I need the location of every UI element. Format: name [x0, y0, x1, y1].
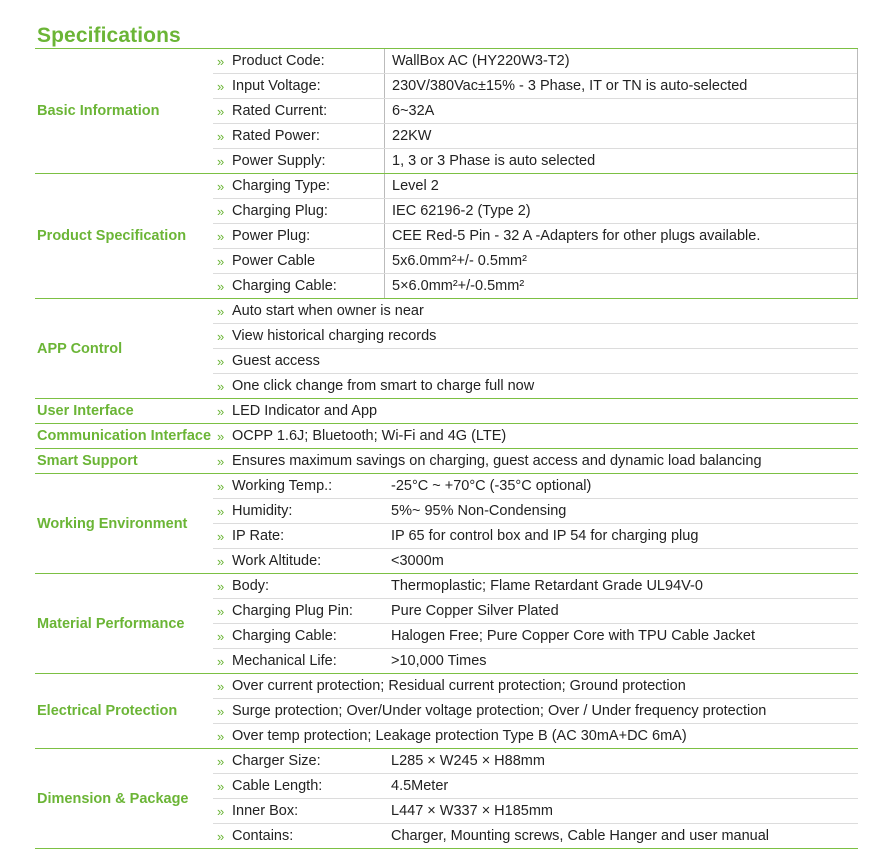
bullet-icon: » [217, 328, 225, 344]
spec-row [213, 299, 858, 324]
section-label: Electrical Protection [37, 703, 178, 719]
section-label: APP Control [37, 340, 123, 357]
spec-text: Over temp protection; Leakage protection Type B (AC 30mA+DC 6mA) [232, 728, 687, 744]
bullet-icon: » [217, 578, 225, 594]
spec-key: IP Rate: [232, 528, 285, 544]
spec-section [35, 49, 858, 174]
spec-key: Charging Type: [232, 178, 331, 194]
spec-value: WallBox AC (HY220W3-T2) [384, 49, 857, 73]
spec-key: Inner Box: [232, 803, 299, 819]
spec-key: Charging Cable: [232, 278, 337, 294]
bullet-icon: » [217, 253, 225, 269]
section-label: Product Specification [37, 228, 187, 244]
bullet-icon: » [217, 553, 225, 569]
spec-key: Rated Current: [232, 103, 328, 119]
section-label: Communication Interface [37, 428, 212, 444]
spec-row [213, 599, 858, 624]
spec-row [213, 549, 858, 573]
spec-value: 5x6.0mm²+/- 0.5mm² [384, 249, 857, 273]
bullet-icon: » [217, 803, 225, 819]
bullet-icon: » [217, 828, 225, 844]
spec-key: Power Supply: [232, 153, 326, 169]
bullet-icon: » [217, 203, 225, 219]
section-label: Working Environment [37, 515, 188, 532]
section-rows [213, 424, 858, 448]
spec-section [35, 424, 858, 449]
spec-table [35, 49, 858, 849]
spec-row [213, 349, 858, 374]
section-label: User Interface [37, 403, 134, 419]
spec-row [213, 799, 858, 824]
spec-row [213, 474, 858, 499]
section-rows [213, 574, 858, 673]
spec-row [213, 124, 857, 149]
spec-row [213, 224, 857, 249]
spec-section [35, 449, 858, 474]
spec-row [213, 424, 858, 448]
bullet-icon: » [217, 128, 225, 144]
bullet-icon: » [217, 53, 225, 69]
spec-section [35, 474, 858, 574]
bullet-icon: » [217, 778, 225, 794]
spec-key: Working Temp.: [232, 478, 333, 494]
spec-text: OCPP 1.6J; Bluetooth; Wi-Fi and 4G (LTE) [232, 428, 507, 444]
bullet-icon: » [217, 653, 225, 669]
section-label: Smart Support [37, 453, 138, 469]
bullet-icon: » [217, 503, 225, 519]
spec-text: Surge protection; Over/Under voltage protection; Over / Under frequency protection [232, 703, 767, 719]
spec-value: Level 2 [384, 174, 857, 198]
spec-value: IEC 62196-2 (Type 2) [384, 199, 857, 223]
spec-key: Work Altitude: [232, 553, 322, 569]
bullet-icon: » [217, 753, 225, 769]
bullet-icon: » [217, 153, 225, 169]
spec-row [213, 174, 857, 199]
page-title: Specifications [37, 24, 181, 47]
spec-key: Humidity: [232, 503, 293, 519]
spec-row [213, 524, 858, 549]
spec-key: Product Code: [232, 53, 325, 69]
spec-row [213, 774, 858, 799]
spec-value: Thermoplastic; Flame Retardant Grade UL94V-0 [391, 578, 703, 594]
spec-row [213, 49, 857, 74]
spec-row [213, 374, 858, 398]
bullet-icon: » [217, 703, 225, 719]
spec-row [213, 324, 858, 349]
section-rows [213, 399, 858, 423]
spec-row [213, 574, 858, 599]
spec-row [213, 649, 858, 673]
section-label: Basic Information [37, 103, 160, 119]
spec-section [35, 399, 858, 424]
spec-value: Pure Copper Silver Plated [391, 603, 559, 619]
spec-row [213, 274, 857, 298]
spec-key: Contains: [232, 828, 294, 844]
spec-value: 5×6.0mm²+/-0.5mm² [384, 274, 857, 298]
spec-value: 22KW [384, 124, 857, 148]
bullet-icon: » [217, 728, 225, 744]
bullet-icon: » [217, 353, 225, 369]
bullet-icon: » [217, 628, 225, 644]
bullet-icon: » [217, 603, 225, 619]
spec-value: Halogen Free; Pure Copper Core with TPU Cable Jacket [391, 628, 756, 644]
spec-section [35, 174, 858, 299]
bullet-icon: » [217, 678, 225, 694]
spec-value: L285 × W245 × H88mm [391, 753, 545, 769]
bullet-icon: » [217, 303, 225, 319]
spec-text: Auto start when owner is near [232, 303, 424, 319]
spec-value: 6~32A [384, 99, 857, 123]
bullet-icon: » [217, 228, 225, 244]
spec-text: One click change from smart to charge full now [232, 378, 535, 394]
spec-key: Charger Size: [232, 753, 321, 769]
spec-value: 1, 3 or 3 Phase is auto selected [384, 149, 857, 173]
bullet-icon: » [217, 78, 225, 94]
section-label: Material Performance [37, 615, 185, 632]
bullet-icon: » [217, 428, 225, 444]
spec-value: CEE Red-5 Pin - 32 A -Adapters for other plugs available. [384, 224, 857, 248]
spec-row [213, 449, 858, 473]
spec-value: -25°C ~ +70°C (-35°C optional) [391, 478, 592, 494]
spec-row [213, 399, 858, 423]
bullet-icon: » [217, 403, 225, 419]
section-rows [213, 49, 858, 173]
spec-text: Ensures maximum savings on charging, guest access and dynamic load balancing [232, 453, 762, 469]
spec-row [213, 249, 857, 274]
spec-value: L447 × W337 × H185mm [391, 803, 554, 819]
spec-key: Body: [232, 578, 270, 594]
spec-row [213, 149, 857, 173]
spec-value: 230V/380Vac±15% - 3 Phase, IT or TN is auto-selected [384, 74, 857, 98]
spec-row [213, 824, 858, 848]
spec-value: Charger, Mounting screws, Cable Hanger and user manual [391, 828, 770, 844]
spec-key: Power Plug: [232, 228, 311, 244]
section-label: Dimension & Package [37, 790, 189, 807]
spec-row [213, 674, 858, 699]
bullet-icon: » [217, 528, 225, 544]
spec-key: Mechanical Life: [232, 653, 337, 669]
spec-row [213, 624, 858, 649]
spec-row [213, 99, 857, 124]
bullet-icon: » [217, 103, 225, 119]
spec-row [213, 199, 857, 224]
spec-value: 5%~ 95% Non-Condensing [391, 503, 567, 519]
section-rows [213, 674, 858, 748]
spec-row [213, 74, 857, 99]
bullet-icon: » [217, 478, 225, 494]
section-rows [213, 299, 858, 398]
section-rows [213, 174, 858, 298]
spec-key: Charging Cable: [232, 628, 337, 644]
spec-key: Power Cable [232, 253, 316, 269]
spec-text: LED Indicator and App [232, 403, 378, 419]
spec-key: Charging Plug: [232, 203, 328, 219]
spec-key: Cable Length: [232, 778, 323, 794]
section-rows [213, 749, 858, 848]
spec-key: Input Voltage: [232, 78, 321, 94]
spec-section [35, 299, 858, 399]
spec-value: >10,000 Times [391, 653, 487, 669]
spec-section [35, 674, 858, 749]
spec-value: <3000m [391, 553, 444, 569]
section-rows [213, 449, 858, 473]
spec-value: 4.5Meter [391, 778, 449, 794]
spec-text: Over current protection; Residual current protection; Ground protection [232, 678, 686, 694]
spec-row [213, 699, 858, 724]
section-rows [213, 474, 858, 573]
spec-section [35, 749, 858, 849]
spec-row [213, 499, 858, 524]
spec-text: Guest access [232, 353, 320, 369]
bullet-icon: » [217, 453, 225, 469]
spec-section [35, 574, 858, 674]
bullet-icon: » [217, 378, 225, 394]
spec-value: IP 65 for control box and IP 54 for charging plug [391, 528, 699, 544]
spec-row [213, 749, 858, 774]
spec-row [213, 724, 858, 748]
spec-key: Charging Plug Pin: [232, 603, 353, 619]
spec-text: View historical charging records [232, 328, 437, 344]
bullet-icon: » [217, 278, 225, 294]
bullet-icon: » [217, 178, 225, 194]
spec-key: Rated Power: [232, 128, 320, 144]
